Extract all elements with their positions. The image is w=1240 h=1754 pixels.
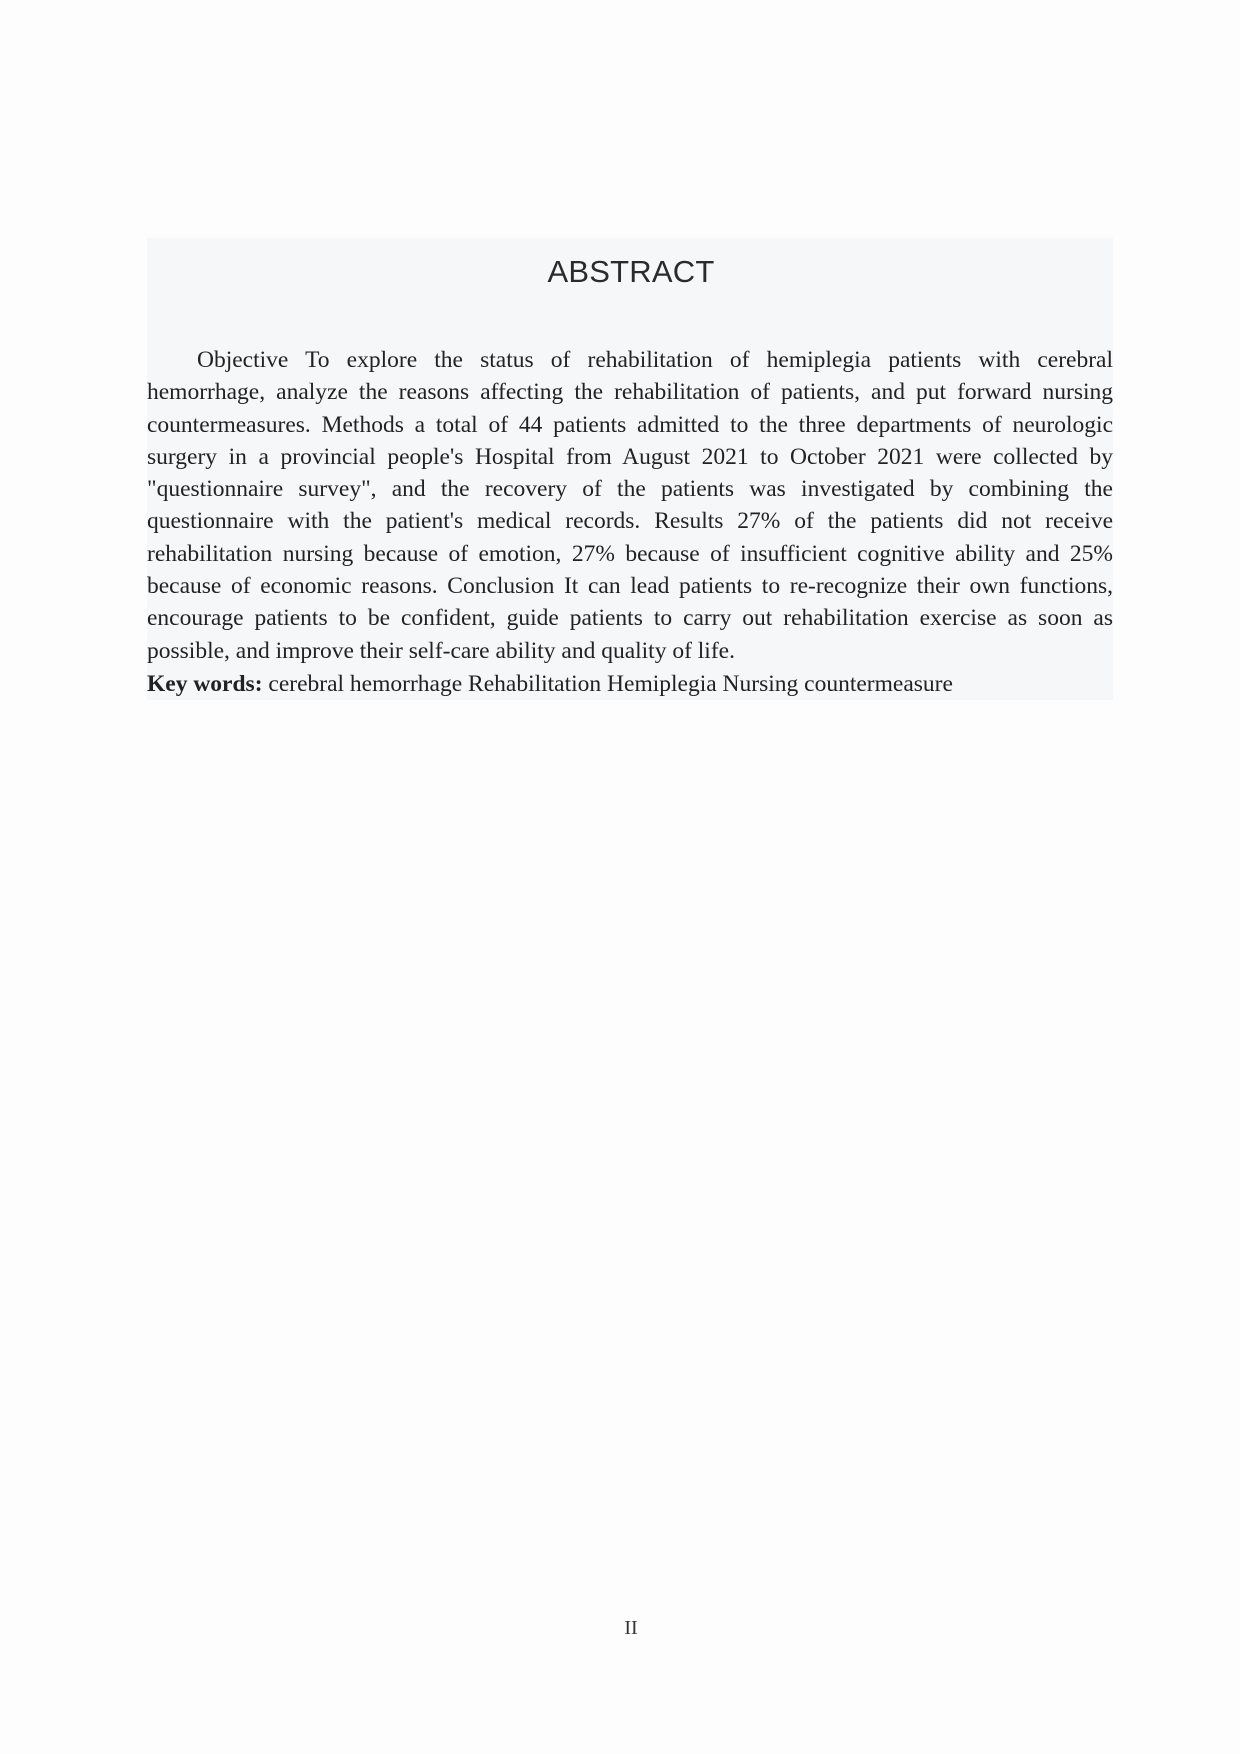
keywords-line (147, 668, 1113, 700)
abstract-body: Objective To explore the status of rehabilitation of hemiplegia patients with cerebral hemorrhage, analyze the reasons affecting the rehabilitation of patients, and put forward nursing countermeasures. Methods a total of 44 patients admitted to the three departments of neurologic surgery in a provincial people's Hospital from August 2021 to October 2021 were collected by "questionnaire survey", and the recovery of the patients was investigated by combining the questionnaire with the patient's medical records. Results 27% of the patients did not receive rehabilitation nursing because of emotion, 27% because of insufficient cognitive ability and 25% because of economic reasons. Conclusion It can lead patients to re-recognize their own functions, encourage patients to be confident, guide patients to carry out rehabilitation exercise as soon as possible, and improve their self-care ability and quality of life. (147, 347, 1113, 664)
abstract-title: ABSTRACT (547, 254, 715, 289)
page-number: II (624, 1617, 638, 1639)
keywords-text: cerebral hemorrhage Rehabilitation Hemiplegia Nursing countermeasure (262, 671, 953, 697)
keywords-label: Key words: (147, 671, 263, 697)
